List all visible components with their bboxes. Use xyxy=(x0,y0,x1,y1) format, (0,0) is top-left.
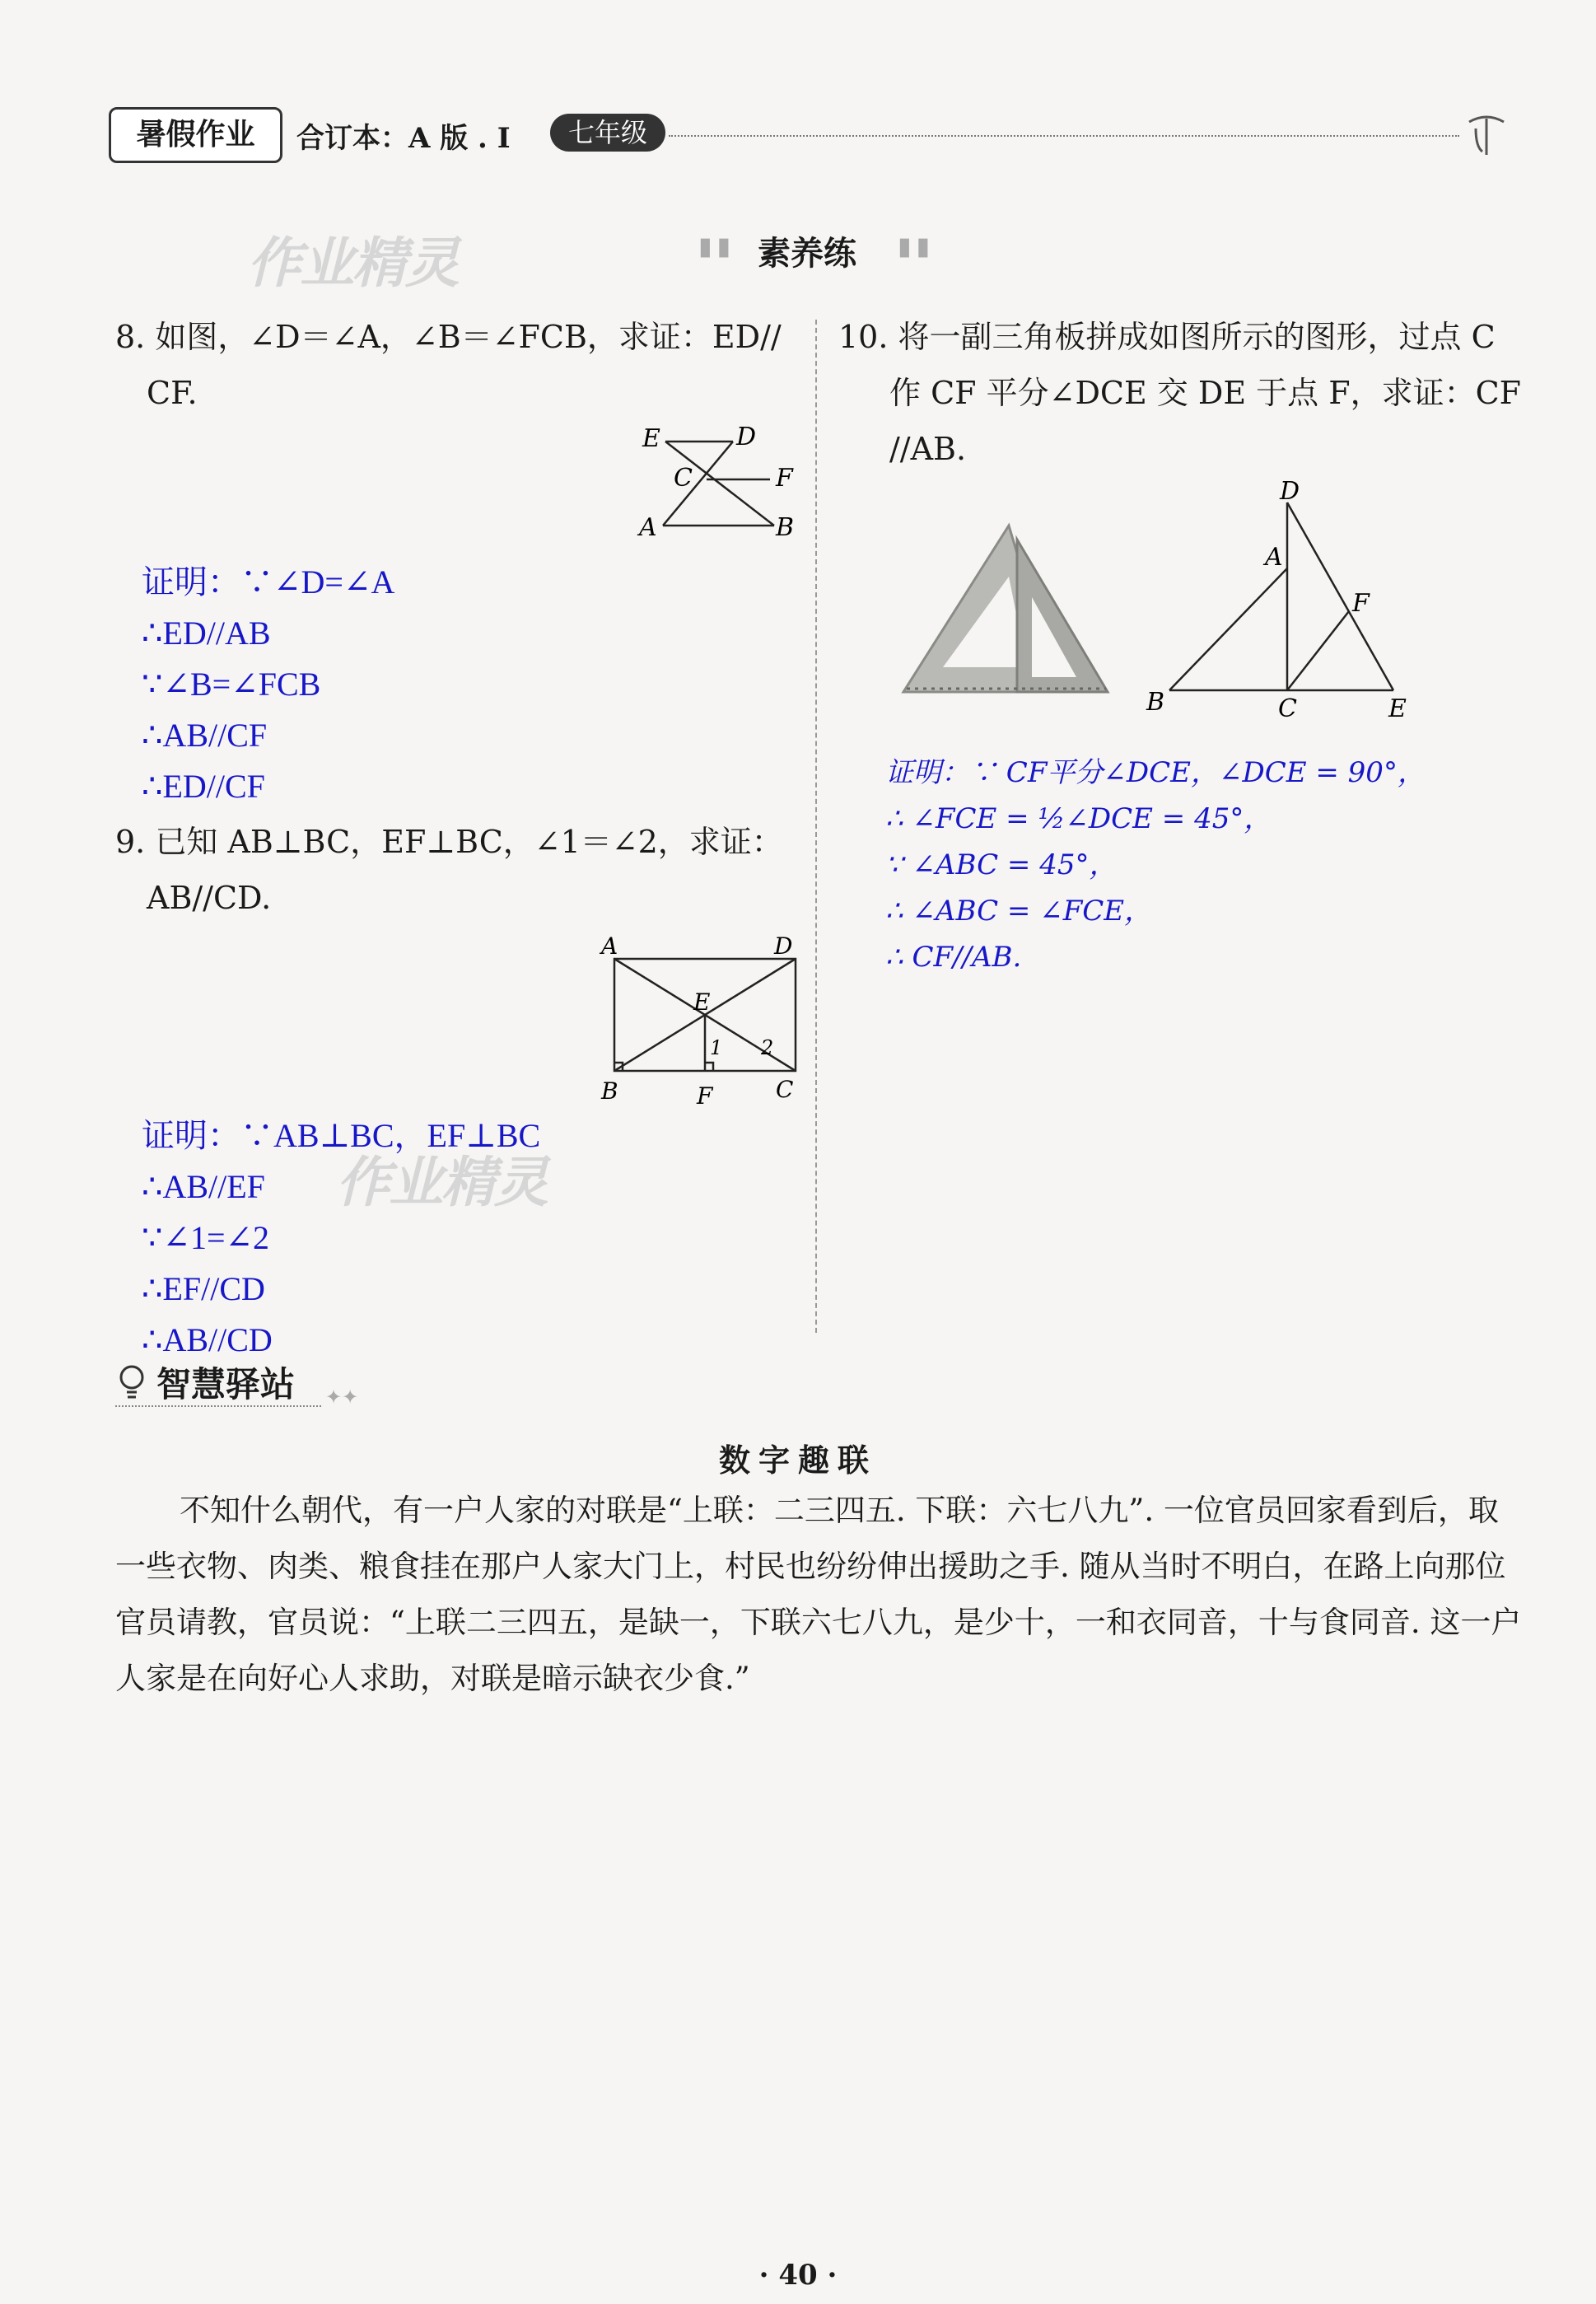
lightbulb-icon xyxy=(115,1362,152,1404)
q10-label-B: B xyxy=(1146,688,1165,717)
q10-proof xyxy=(885,750,1426,980)
star-icon: ✦✦ xyxy=(325,1386,359,1409)
q10-label-C: C xyxy=(1278,694,1297,723)
watermark: 作业精灵 xyxy=(247,231,458,295)
q9-proof-line: 证明：∵AB⊥BC，EF⊥BC xyxy=(142,1117,541,1154)
q10-proof-line: 证明：∵ CF平分∠DCE，∠DCE = 90°， xyxy=(885,756,1426,789)
q9-text-2: AB//CD. xyxy=(147,880,272,916)
q10-figure xyxy=(1136,478,1416,725)
station-underline xyxy=(115,1405,321,1407)
q9-label-C: C xyxy=(776,1076,794,1103)
q8-proof-line: ∴AB//CF xyxy=(142,717,268,754)
q9-label-2: 2 xyxy=(761,1036,774,1059)
q9-proof-line: ∵∠1=∠2 xyxy=(142,1219,270,1256)
q10-proof-line: ∴ CF//AB. xyxy=(885,941,1022,974)
q10-proof-line: ∵ ∠ABC = 45°， xyxy=(885,848,1118,881)
q9-label-F: F xyxy=(697,1082,713,1110)
q10-label-F: F xyxy=(1352,589,1370,618)
column-divider xyxy=(815,320,817,1333)
story-title: 数字趣联 xyxy=(718,1442,877,1479)
q10-text-3: //AB. xyxy=(889,431,967,467)
q8-proof xyxy=(142,557,394,812)
page-number: · 40 · xyxy=(758,2259,838,2292)
grade-tag: 七年级 xyxy=(550,114,665,152)
q8-text-1: 8. 如图，∠D＝∠A，∠B＝∠FCB，求证：ED// xyxy=(115,319,782,355)
q8-label-C: C xyxy=(674,464,693,493)
q8-label-F: F xyxy=(776,464,793,493)
q8-proof-line: ∴ED//CF xyxy=(142,768,265,805)
q8-label-A: A xyxy=(639,513,657,542)
header-divider xyxy=(669,135,1459,137)
q9-figure xyxy=(593,931,815,1112)
watermark: 作业精灵 xyxy=(336,1151,547,1214)
story-paragraph: 不知什么朝代，有一户人家的对联是“上联：二三四五. 下联：六七八九”. 一位官员回家看到后，取一些衣物、肉类、粮食挂在那户人家大门上，村民也纷纷伸出援助之手. 随从当时不明白，在路上向那位官员请教，官员说：“上联二三四五，是缺一，下联六七八九，是少十，一和衣同音，十与食同音. 这一户人家是在向好心人求助，对联是暗示缺衣少食.” xyxy=(115,1493,1522,1696)
q9-proof-line: ∴AB//CD xyxy=(142,1321,273,1358)
wisdom-station-title: 智慧驿站 xyxy=(156,1364,296,1404)
q10-text-2: 作 CF 平分∠DCE 交 DE 于点 F，求证：CF xyxy=(889,375,1522,411)
q9-label-D: D xyxy=(774,932,793,960)
q9-proof-line: ∴AB//EF xyxy=(142,1168,265,1205)
q10-label-E: E xyxy=(1388,694,1407,723)
tree-logo-icon xyxy=(1458,105,1515,163)
q10-proof-line: ∴ ∠FCE = ½∠DCE = 45°， xyxy=(885,802,1272,835)
q8-label-B: B xyxy=(776,513,795,542)
q8-text-2: CF. xyxy=(147,375,198,411)
set-squares-photo xyxy=(885,519,1116,700)
edition-label: 合订本：A 版 . I xyxy=(296,122,511,155)
section-title: 素养练 xyxy=(758,235,856,273)
q9-label-1: 1 xyxy=(710,1036,723,1059)
title-deco-right: ▮▮ xyxy=(898,232,936,261)
q10-text-1: 10. 将一副三角板拼成如图所示的图形，过点 C xyxy=(838,319,1496,355)
q8-proof-line: 证明：∵∠D=∠A xyxy=(142,563,395,601)
q9-label-E: E xyxy=(693,988,711,1016)
q10-label-A: A xyxy=(1265,543,1283,572)
q9-text-1: 9. 已知 AB⊥BC，EF⊥BC，∠1＝∠2，求证： xyxy=(115,824,783,860)
q10-label-D: D xyxy=(1280,478,1300,506)
q8-proof-line: ∵∠B=∠FCB xyxy=(142,666,321,703)
brand-badge: 暑假作业 xyxy=(109,107,282,163)
title-deco-left: ▮▮ xyxy=(698,232,736,261)
q8-proof-line: ∴ED//AB xyxy=(142,615,271,652)
q10-proof-line: ∴ ∠ABC = ∠FCE， xyxy=(885,895,1153,928)
q8-label-D: D xyxy=(736,423,757,451)
q8-figure xyxy=(634,420,807,548)
q9-label-A: A xyxy=(601,932,618,960)
q8-label-E: E xyxy=(642,424,660,453)
q9-proof-line: ∴EF//CD xyxy=(142,1270,265,1307)
q9-label-B: B xyxy=(601,1077,618,1105)
